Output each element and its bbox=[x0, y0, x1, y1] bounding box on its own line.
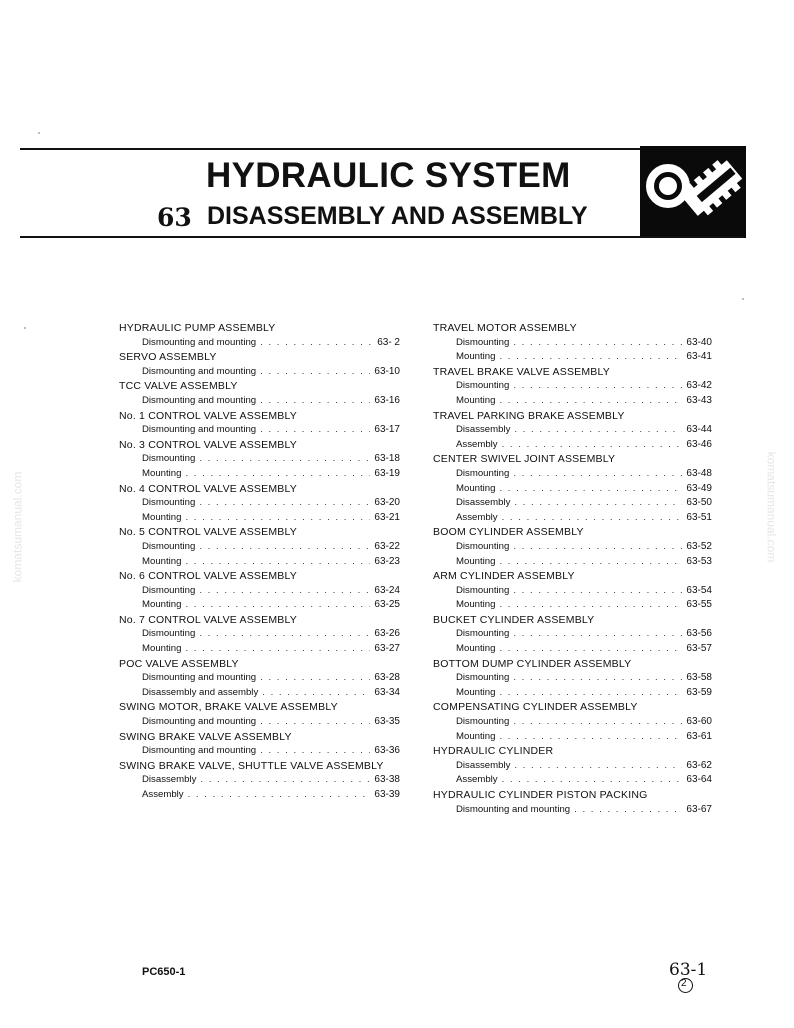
toc-entry-label: Dismounting and mounting bbox=[142, 716, 257, 728]
toc-entry-label: Dismounting bbox=[456, 584, 510, 596]
toc-entry[interactable] bbox=[119, 744, 400, 759]
toc-entry[interactable] bbox=[119, 394, 400, 409]
dot-leader bbox=[499, 730, 682, 745]
toc-entry-label: Dismounting and mounting bbox=[142, 394, 257, 406]
toc-entry-page: 63-50 bbox=[686, 497, 712, 509]
toc-entry[interactable] bbox=[119, 715, 400, 730]
toc-entry[interactable] bbox=[119, 788, 400, 803]
dot-leader bbox=[185, 467, 370, 482]
toc-entry-label: Mounting bbox=[456, 730, 496, 742]
toc-entry[interactable] bbox=[433, 540, 712, 555]
toc-entry-label: Dismounting bbox=[456, 467, 510, 479]
dot-leader bbox=[513, 627, 682, 642]
toc-entry-page: 63-62 bbox=[686, 759, 712, 771]
toc-entry-page: 63-20 bbox=[374, 497, 400, 509]
dot-leader bbox=[188, 788, 371, 803]
toc-entry[interactable] bbox=[433, 730, 712, 745]
toc-entry-label: Dismounting bbox=[456, 336, 510, 348]
toc-entry-page: 63-36 bbox=[374, 745, 400, 757]
toc-section-heading: POC VALVE ASSEMBLY bbox=[119, 657, 239, 670]
toc-entry-page: 63- 2 bbox=[377, 336, 400, 348]
toc-entry-label: Mounting bbox=[456, 686, 496, 698]
dot-leader bbox=[199, 584, 370, 599]
dot-leader bbox=[499, 482, 682, 497]
dot-leader bbox=[499, 598, 682, 613]
toc-entry-label: Disassembly bbox=[456, 759, 511, 771]
dot-leader bbox=[499, 350, 682, 365]
toc-section-heading: No. 7 CONTROL VALVE ASSEMBLY bbox=[119, 613, 297, 626]
dot-leader bbox=[499, 394, 682, 409]
revision-mark: 2 bbox=[681, 978, 687, 989]
toc-entry-page: 63-18 bbox=[374, 453, 400, 465]
toc-entry-page: 63-42 bbox=[686, 380, 712, 392]
dot-leader bbox=[574, 803, 682, 818]
toc-entry-label: Mounting bbox=[142, 643, 182, 655]
toc-entry-label: Dismounting bbox=[456, 540, 510, 552]
toc-entry-page: 63-10 bbox=[374, 365, 400, 377]
dot-leader bbox=[185, 598, 370, 613]
dot-leader bbox=[199, 496, 370, 511]
toc-entry[interactable] bbox=[119, 452, 400, 467]
dot-leader bbox=[513, 671, 682, 686]
toc-section-heading: SERVO ASSEMBLY bbox=[119, 351, 217, 364]
dot-leader bbox=[262, 686, 370, 701]
toc-entry[interactable] bbox=[433, 642, 712, 657]
page-number: 63-1 bbox=[669, 960, 708, 980]
toc-entry-label: Dismounting bbox=[142, 584, 196, 596]
toc-entry-page: 63-58 bbox=[686, 672, 712, 684]
toc-right-column bbox=[433, 321, 712, 817]
dot-leader bbox=[260, 394, 370, 409]
watermark-left: komatsumanual.com bbox=[10, 471, 25, 583]
toc-entry-page: 63-49 bbox=[686, 482, 712, 494]
toc-entry-label: Dismounting and mounting bbox=[456, 803, 571, 815]
toc-entry-label: Mounting bbox=[456, 555, 496, 567]
toc-section-heading: TCC VALVE ASSEMBLY bbox=[119, 380, 238, 393]
page-subtitle: DISASSEMBLY AND ASSEMBLY bbox=[207, 202, 588, 230]
toc-entry-page: 63-39 bbox=[374, 789, 400, 800]
dot-leader bbox=[260, 744, 370, 759]
toc-entry-label: Mounting bbox=[142, 555, 182, 567]
toc-entry-label: Mounting bbox=[456, 599, 496, 611]
toc-entry[interactable] bbox=[433, 350, 712, 365]
dot-leader bbox=[199, 540, 370, 555]
dot-leader bbox=[199, 452, 370, 467]
dot-leader bbox=[514, 496, 682, 511]
dot-leader bbox=[199, 627, 370, 642]
toc-entry-label: Disassembly bbox=[456, 424, 511, 436]
dot-leader bbox=[502, 511, 683, 526]
toc-entry-label: Mounting bbox=[456, 482, 496, 494]
dot-leader bbox=[260, 336, 373, 351]
toc-section-heading: TRAVEL MOTOR ASSEMBLY bbox=[433, 322, 577, 334]
toc-entry[interactable] bbox=[433, 627, 712, 642]
toc-entry[interactable] bbox=[119, 773, 400, 788]
toc-entry[interactable] bbox=[433, 482, 712, 497]
toc-entry-label: Dismounting and mounting bbox=[142, 672, 257, 684]
dot-leader bbox=[499, 642, 682, 657]
dot-leader bbox=[513, 540, 682, 555]
toc-entry-page: 63-28 bbox=[374, 672, 400, 684]
toc-entry-page: 63-27 bbox=[374, 643, 400, 655]
toc-entry[interactable] bbox=[433, 671, 712, 686]
toc-entry-label: Dismounting bbox=[456, 628, 510, 640]
dot-leader bbox=[185, 555, 370, 570]
toc-entry[interactable] bbox=[119, 555, 400, 570]
dot-leader bbox=[514, 759, 682, 774]
toc-section-heading: No. 6 CONTROL VALVE ASSEMBLY bbox=[119, 570, 297, 583]
toc-entry-page: 63-43 bbox=[686, 394, 712, 406]
dot-leader bbox=[185, 511, 370, 526]
toc-section-heading: No. 3 CONTROL VALVE ASSEMBLY bbox=[119, 438, 297, 451]
dot-leader bbox=[513, 584, 682, 599]
toc-entry-label: Disassembly and assembly bbox=[142, 686, 259, 698]
dot-leader bbox=[200, 773, 370, 788]
toc-section-heading: SWING BRAKE VALVE ASSEMBLY bbox=[119, 730, 292, 743]
toc-entry-label: Dismounting bbox=[142, 628, 196, 640]
toc-entry-page: 63-59 bbox=[686, 686, 712, 698]
toc-entry[interactable] bbox=[433, 686, 712, 701]
toc-entry-label: Dismounting and mounting bbox=[142, 365, 257, 377]
toc-entry-page: 63-61 bbox=[686, 730, 712, 742]
toc-entry-label: Mounting bbox=[142, 511, 182, 523]
dot-leader bbox=[502, 438, 683, 453]
toc-entry-label: Dismounting and mounting bbox=[142, 745, 257, 757]
dot-leader bbox=[260, 365, 370, 380]
dot-leader bbox=[260, 671, 370, 686]
toc-entry-page: 63-17 bbox=[374, 424, 400, 436]
toc-entry-label: Assembly bbox=[456, 438, 498, 450]
toc-entry[interactable] bbox=[119, 686, 400, 701]
header-top-rule bbox=[20, 148, 640, 150]
toc-section-heading: SWING BRAKE VALVE, SHUTTLE VALVE ASSEMBLY bbox=[119, 759, 384, 772]
toc-entry[interactable] bbox=[119, 423, 400, 438]
dot-leader bbox=[260, 423, 370, 438]
dot-leader bbox=[499, 686, 682, 701]
toc-entry[interactable] bbox=[433, 598, 712, 613]
toc-entry-label: Dismounting and mounting bbox=[142, 424, 257, 436]
toc-entry[interactable] bbox=[119, 511, 400, 526]
toc-section-heading: HYDRAULIC PUMP ASSEMBLY bbox=[119, 322, 276, 334]
toc-entry-page: 63-16 bbox=[374, 394, 400, 406]
toc-section-heading: BOTTOM DUMP CYLINDER ASSEMBLY bbox=[433, 657, 632, 670]
toc-entry-page: 63-22 bbox=[374, 540, 400, 552]
toc-section-heading: No. 4 CONTROL VALVE ASSEMBLY bbox=[119, 482, 297, 495]
toc-entry[interactable] bbox=[119, 598, 400, 613]
toc-entry-label: Mounting bbox=[142, 599, 182, 611]
toc-left-column bbox=[119, 321, 400, 803]
toc-entry[interactable] bbox=[433, 423, 712, 438]
toc-entry-page: 63-24 bbox=[374, 584, 400, 596]
toc-entry-label: Dismounting bbox=[456, 380, 510, 392]
toc-entry[interactable] bbox=[433, 584, 712, 599]
toc-entry[interactable] bbox=[119, 336, 400, 351]
page-title: HYDRAULIC SYSTEM bbox=[206, 156, 571, 195]
toc-entry-page: 63-23 bbox=[374, 555, 400, 567]
section-number: 63 bbox=[157, 203, 192, 232]
toc-section-heading: No. 5 CONTROL VALVE ASSEMBLY bbox=[119, 526, 297, 539]
toc-entry[interactable] bbox=[433, 555, 712, 570]
toc-section-heading: BUCKET CYLINDER ASSEMBLY bbox=[433, 613, 595, 626]
toc-entry-label: Assembly bbox=[142, 789, 184, 800]
toc-entry-label: Dismounting and mounting bbox=[142, 336, 257, 348]
header-bottom-rule bbox=[20, 236, 744, 238]
toc-entry[interactable] bbox=[119, 584, 400, 599]
toc-entry-page: 63-53 bbox=[686, 555, 712, 567]
toc-entry-label: Assembly bbox=[456, 511, 498, 523]
toc-entry-page: 63-57 bbox=[686, 643, 712, 655]
toc-entry-label: Assembly bbox=[456, 774, 498, 786]
toc-entry-page: 63-21 bbox=[374, 511, 400, 523]
toc-entry[interactable] bbox=[119, 365, 400, 380]
toc-entry[interactable] bbox=[433, 496, 712, 511]
toc-entry-label: Disassembly bbox=[142, 774, 197, 786]
toc-entry-page: 63-52 bbox=[686, 540, 712, 552]
toc-entry-label: Mounting bbox=[456, 643, 496, 655]
toc-entry[interactable] bbox=[119, 642, 400, 657]
toc-entry[interactable] bbox=[119, 627, 400, 642]
toc-entry-label: Mounting bbox=[456, 351, 496, 363]
toc-entry-page: 63-38 bbox=[374, 774, 400, 786]
toc-section-heading: SWING MOTOR, BRAKE VALVE ASSEMBLY bbox=[119, 701, 338, 714]
toc-entry[interactable] bbox=[433, 379, 712, 394]
toc-entry[interactable] bbox=[433, 803, 712, 818]
dot-leader bbox=[260, 715, 370, 730]
toc-entry-page: 63-34 bbox=[374, 686, 400, 698]
toc-section-heading: BOOM CYLINDER ASSEMBLY bbox=[433, 526, 584, 539]
toc-entry-page: 63-56 bbox=[686, 628, 712, 640]
toc-entry-page: 63-25 bbox=[374, 599, 400, 611]
toc-entry[interactable] bbox=[119, 467, 400, 482]
dot-leader bbox=[185, 642, 370, 657]
toc-entry[interactable] bbox=[433, 715, 712, 730]
dot-leader bbox=[502, 773, 683, 788]
toc-entry-page: 63-46 bbox=[686, 438, 712, 450]
toc-section-heading: CENTER SWIVEL JOINT ASSEMBLY bbox=[433, 453, 616, 466]
model-number: PC650-1 bbox=[142, 966, 186, 978]
toc-entry[interactable] bbox=[119, 671, 400, 686]
toc-entry[interactable] bbox=[433, 394, 712, 409]
toc-section-heading: TRAVEL PARKING BRAKE ASSEMBLY bbox=[433, 409, 625, 422]
toc-entry-page: 63-55 bbox=[686, 599, 712, 611]
toc-entry-page: 63-35 bbox=[374, 716, 400, 728]
toc-entry-label: Mounting bbox=[456, 394, 496, 406]
toc-entry-label: Dismounting bbox=[142, 540, 196, 552]
toc-entry-page: 63-19 bbox=[374, 467, 400, 479]
toc-entry-page: 63-67 bbox=[686, 803, 712, 815]
toc-entry-page: 63-41 bbox=[686, 351, 712, 363]
toc-entry[interactable] bbox=[433, 773, 712, 788]
toc-section-heading: COMPENSATING CYLINDER ASSEMBLY bbox=[433, 701, 638, 714]
dot-leader bbox=[513, 467, 682, 482]
toc-entry-page: 63-54 bbox=[686, 584, 712, 596]
toc-entry-label: Dismounting bbox=[142, 497, 196, 509]
toc-entry[interactable] bbox=[433, 511, 712, 526]
dot-leader bbox=[499, 555, 682, 570]
toc-entry-page: 63-40 bbox=[686, 336, 712, 348]
toc-entry-label: Dismounting bbox=[456, 716, 510, 728]
toc-entry-label: Dismounting bbox=[142, 453, 196, 465]
toc-entry[interactable] bbox=[119, 540, 400, 555]
toc-entry-page: 63-64 bbox=[686, 774, 712, 786]
watermark-right: komatsumanual.com bbox=[764, 451, 779, 563]
toc-section-heading: HYDRAULIC CYLINDER bbox=[433, 745, 554, 758]
toc-entry[interactable] bbox=[433, 467, 712, 482]
toc-entry[interactable] bbox=[433, 336, 712, 351]
toc-section-heading: No. 1 CONTROL VALVE ASSEMBLY bbox=[119, 409, 297, 422]
toc-entry-page: 63-26 bbox=[374, 628, 400, 640]
dot-leader bbox=[514, 423, 682, 438]
toc-entry[interactable] bbox=[433, 438, 712, 453]
toc-section-heading: TRAVEL BRAKE VALVE ASSEMBLY bbox=[433, 365, 610, 378]
hydraulic-cylinder-icon bbox=[640, 146, 746, 238]
toc-entry-page: 63-51 bbox=[686, 511, 712, 523]
toc-entry-page: 63-48 bbox=[686, 467, 712, 479]
toc-section-heading: HYDRAULIC CYLINDER PISTON PACKING bbox=[433, 789, 648, 801]
dot-leader bbox=[513, 379, 682, 394]
toc-entry-page: 63-44 bbox=[686, 424, 712, 436]
toc-entry[interactable] bbox=[433, 759, 712, 774]
toc-entry-page: 63-60 bbox=[686, 716, 712, 728]
toc-entry-label: Dismounting bbox=[456, 672, 510, 684]
toc-entry-label: Mounting bbox=[142, 467, 182, 479]
toc-section-heading: ARM CYLINDER ASSEMBLY bbox=[433, 570, 575, 583]
dot-leader bbox=[513, 336, 682, 351]
toc-entry-label: Disassembly bbox=[456, 497, 511, 509]
dot-leader bbox=[513, 715, 682, 730]
toc-entry[interactable] bbox=[119, 496, 400, 511]
